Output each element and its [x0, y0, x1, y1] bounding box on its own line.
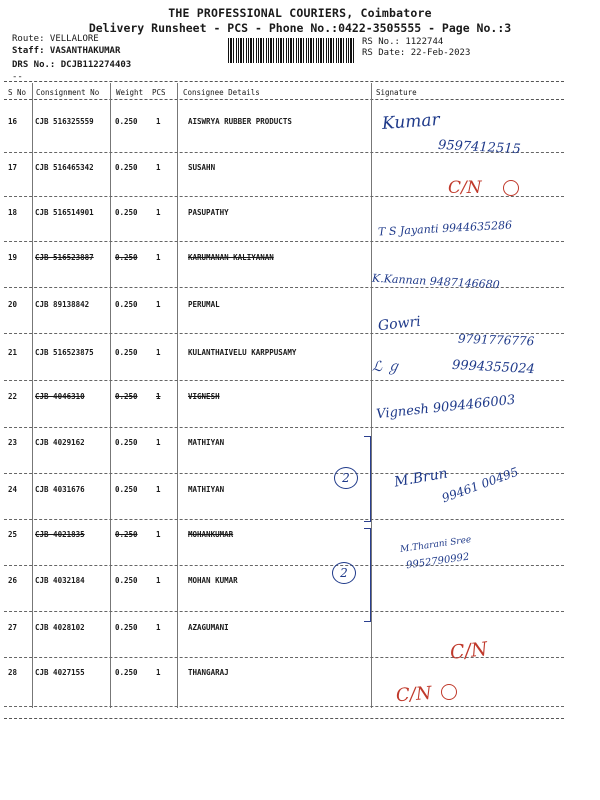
consignee: VIGNESH: [188, 392, 220, 401]
rs-date: RS Date: 22-Feb-2023: [362, 48, 471, 58]
handwritten-signature: K.Kannan 9487146680: [371, 271, 501, 292]
company-title: THE PROFESSIONAL COURIERS, Coimbatore: [168, 6, 432, 20]
consignment-no: CJB 516514901: [35, 208, 94, 217]
red-circle-mark: [503, 180, 519, 196]
consignee: KARUMANAN KALIYANAN: [188, 253, 274, 262]
weight: 0.250: [115, 438, 138, 447]
consignment-no: CJB 4028102: [35, 623, 85, 632]
handwritten-cn-mark: C/N: [448, 178, 482, 198]
consignment-no: CJB 4031676: [35, 485, 85, 494]
weight: 0.250: [115, 485, 138, 494]
weight: 0.250: [115, 530, 138, 539]
pcs: 1: [156, 668, 161, 677]
rs-number: RS No.: 1122744: [362, 37, 444, 47]
handwritten-phone: 9994355024: [451, 357, 536, 378]
row-divider: [4, 519, 564, 520]
runsheet-subtitle: Delivery Runsheet - PCS - Phone No.:0422-3505555 - Page No.:3: [88, 21, 512, 35]
consignee: MOHANKUMAR: [188, 530, 234, 539]
row-divider: [4, 427, 564, 428]
row-divider: [4, 380, 564, 381]
sno: 27: [8, 623, 18, 632]
consignee: KULANTHAIVELU KARPPUSAMY: [188, 348, 297, 357]
column-divider: [177, 83, 178, 708]
consignment-no: CJB 4029162: [35, 438, 85, 447]
handwritten-signature: Kumar: [381, 110, 441, 134]
row-divider: [4, 241, 564, 242]
handwritten-phone: 99461 00495: [440, 464, 521, 506]
pcs: 1: [156, 117, 161, 126]
consignment-no: CJB 516523887: [35, 253, 94, 262]
consignee: AZAGUMANI: [188, 623, 229, 632]
col-header-weight: Weight: [116, 88, 144, 97]
handwritten-signature: Vignesh 9094466003: [375, 392, 516, 423]
barcode: [228, 38, 356, 63]
pcs: 1: [156, 438, 161, 447]
drs-number: DRS No.: DCJB112274403: [12, 60, 132, 70]
pcs: 1: [156, 530, 161, 539]
consignment-no: CJB 516465342: [35, 163, 94, 172]
column-divider: [110, 83, 111, 708]
sno: 23: [8, 438, 18, 447]
handwritten-circled-number: 2: [334, 467, 358, 489]
row-divider: [4, 565, 564, 566]
pcs: 1: [156, 163, 161, 172]
staff-label: Staff: VASANTHAKUMAR: [12, 46, 121, 56]
sno: 20: [8, 300, 18, 309]
sno: 25: [8, 530, 18, 539]
pcs: 1: [156, 392, 161, 401]
column-divider: [371, 83, 372, 708]
sno: 17: [8, 163, 18, 172]
pcs: 1: [156, 623, 161, 632]
bracket-mark: [364, 436, 371, 522]
consignee: THANGARAJ: [188, 668, 229, 677]
col-header-sno: S No: [8, 88, 27, 97]
col-header-consignment: Consignment No: [36, 88, 100, 97]
header-divider: [4, 81, 564, 82]
consignment-no: CJB 4032184: [35, 576, 85, 585]
pcs: 1: [156, 576, 161, 585]
handwritten-phone: 9791776776: [457, 331, 535, 349]
sno: 26: [8, 576, 18, 585]
dash-mark: --: [12, 72, 23, 82]
col-header-pcs: PCS: [152, 88, 166, 97]
sno: 22: [8, 392, 18, 401]
consignment-no: CJB 516325559: [35, 117, 94, 126]
consignee: PASUPATHY: [188, 208, 229, 217]
column-divider: [32, 83, 33, 708]
bracket-mark: [364, 528, 371, 622]
pcs: 1: [156, 208, 161, 217]
consignment-no: CJB 516523875: [35, 348, 94, 357]
sno: 16: [8, 117, 18, 126]
weight: 0.250: [115, 300, 138, 309]
handwritten-phone: 9597412515: [437, 137, 522, 158]
consignee: PERUMAL: [188, 300, 220, 309]
col-header-consignee: Consignee Details: [183, 88, 260, 97]
consignee: MOHAN KUMAR: [188, 576, 238, 585]
weight: 0.250: [115, 163, 138, 172]
pcs: 1: [156, 253, 161, 262]
consignment-no: CJB 4027155: [35, 668, 85, 677]
weight: 0.250: [115, 348, 138, 357]
consignment-no: CJB 4046310: [35, 392, 85, 401]
consignee: MATHIYAN: [188, 438, 225, 447]
consignee: MATHIYAN: [188, 485, 225, 494]
weight: 0.250: [115, 576, 138, 585]
handwritten-cn-mark: C/N: [395, 682, 433, 707]
weight: 0.250: [115, 623, 138, 632]
row-divider: [4, 473, 564, 474]
col-header-signature: Signature: [376, 88, 417, 97]
handwritten-signature: Gowri: [377, 313, 422, 335]
weight: 0.250: [115, 208, 138, 217]
footer-divider: [4, 718, 564, 719]
consignee: SUSAHN: [188, 163, 216, 172]
consignee: AISWRYA RUBBER PRODUCTS: [188, 117, 292, 126]
row-divider: [4, 611, 564, 612]
handwritten-phone: 9952790992: [405, 551, 471, 572]
sno: 21: [8, 348, 18, 357]
row-divider: [4, 706, 564, 707]
handwritten-scribble: ℒ ℊ: [372, 359, 401, 375]
sno: 19: [8, 253, 18, 262]
handwritten-signature: T S Jayanti 9944635286: [377, 218, 513, 239]
pcs: 1: [156, 348, 161, 357]
weight: 0.250: [115, 253, 138, 262]
pcs: 1: [156, 485, 161, 494]
column-header-divider: [4, 99, 564, 100]
weight: 0.250: [115, 668, 138, 677]
handwritten-scribble: M.Brun: [393, 465, 449, 491]
pcs: 1: [156, 300, 161, 309]
sno: 18: [8, 208, 18, 217]
weight: 0.250: [115, 117, 138, 126]
consignment-no: CJB 4021835: [35, 530, 85, 539]
weight: 0.250: [115, 392, 138, 401]
handwritten-circled-number: 2: [332, 562, 356, 584]
consignment-no: CJB 89138842: [35, 300, 90, 309]
route-label: Route: VELLALORE: [12, 34, 99, 44]
handwritten-cn-mark: C/N: [448, 638, 489, 664]
red-circle-mark: [441, 684, 457, 700]
handwritten-signature: M.Tharani Sree: [399, 535, 472, 555]
sno: 28: [8, 668, 18, 677]
sno: 24: [8, 485, 18, 494]
